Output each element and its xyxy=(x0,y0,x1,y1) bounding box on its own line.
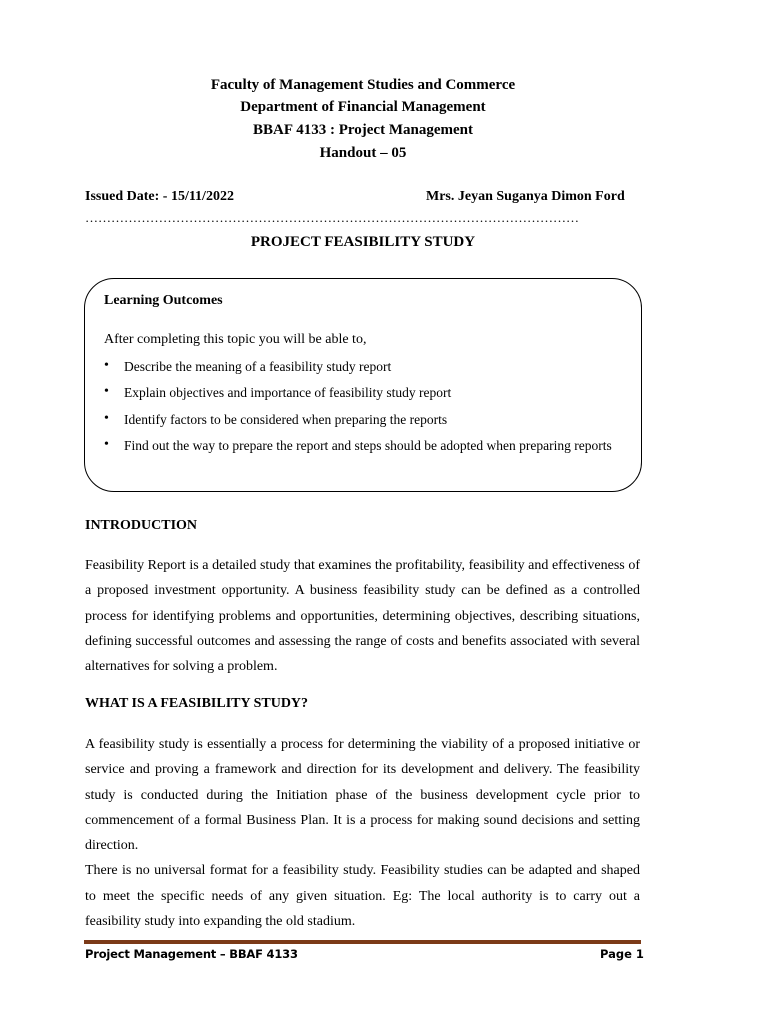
learning-outcome-text: Identify factors to be considered when preparing the reports xyxy=(124,412,448,427)
what-is-heading: WHAT IS A FEASIBILITY STUDY? xyxy=(85,696,309,711)
handout-number: Handout – 05 xyxy=(319,145,407,161)
bullet-icon: • xyxy=(104,358,109,373)
author-name: Mrs. Jeyan Suganya Dimon Ford xyxy=(426,189,625,204)
what-is-paragraph xyxy=(85,732,640,934)
what-is-text-2: There is no universal format for a feasibility study. Feasibility studies can be adapted and shaped to meet the specific needs of any given situation. Eg: The local authority is to carry out a feasibility study into expanding the old stadium. xyxy=(85,863,640,930)
introduction-paragraph xyxy=(85,553,640,679)
learning-outcomes-intro: After completing this topic you will be able to, xyxy=(104,332,367,347)
page-number: Page 1 xyxy=(600,947,644,961)
footer-rule xyxy=(84,940,641,944)
dotted-separator: …………………………………………………………………………………………………… xyxy=(85,210,579,225)
department-title: Department of Financial Management xyxy=(240,99,486,115)
bullet-icon: • xyxy=(104,384,109,399)
introduction-heading: INTRODUCTION xyxy=(85,518,198,533)
course-title: BBAF 4133 : Project Management xyxy=(253,122,473,138)
learning-outcome-text: Describe the meaning of a feasibility study report xyxy=(124,359,392,374)
issued-date: Issued Date: - 15/11/2022 xyxy=(85,189,234,204)
learning-outcome-text: Find out the way to prepare the report and steps should be adopted when preparing reports xyxy=(124,438,612,453)
bullet-icon: • xyxy=(104,437,109,452)
what-is-text-1: A feasibility study is essentially a process for determining the viability of a proposed initiative or service and proving a framework and direction for its development and delivery. The feasibility study is conducted during the Initiation phase of the business development cycle prior to commencement of a formal Business Plan. It is a process for making sound decisions and setting direction. xyxy=(85,737,640,854)
footer-course: Project Management – BBAF 4133 xyxy=(85,947,298,961)
introduction-text: Feasibility Report is a detailed study that examines the profitability, feasibility and effectiveness of a proposed investment opportunity. A business feasibility study can be defined as a controlled process for identifying problems and opportunities, determining objectives, describing situations, defining successful outcomes and assessing the range of costs and benefits associated with several alternatives for solving a problem. xyxy=(85,558,640,675)
learning-outcome-text: Explain objectives and importance of feasibility study report xyxy=(124,385,452,400)
learning-outcomes-heading: Learning Outcomes xyxy=(104,293,223,308)
bullet-icon: • xyxy=(104,411,109,426)
page-title: PROJECT FEASIBILITY STUDY xyxy=(250,234,476,250)
faculty-title: Faculty of Management Studies and Commerce xyxy=(210,77,516,93)
